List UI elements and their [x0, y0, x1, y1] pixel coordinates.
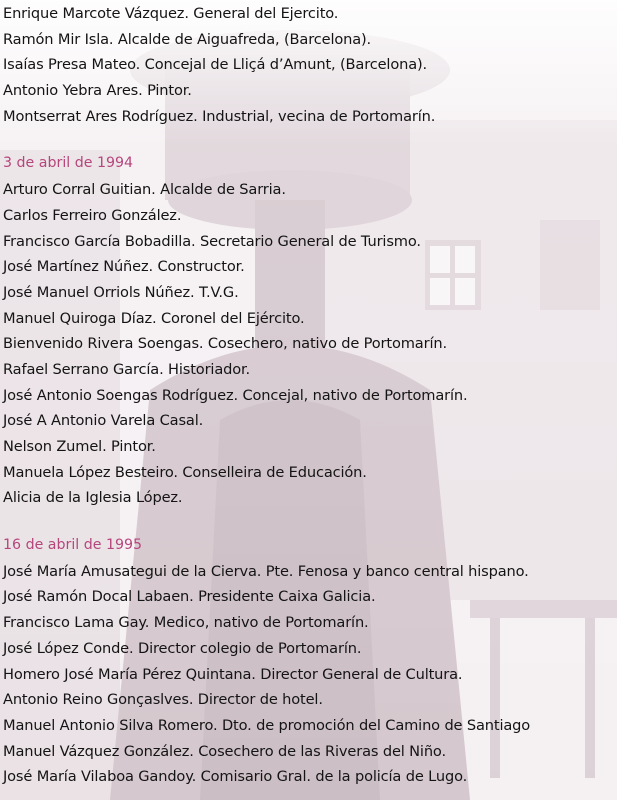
list-item: José María Vilaboa Gandoy. Comisario Gral. de la policía de Lugo.	[3, 768, 468, 786]
list-item: Bienvenido Rivera Soengas. Cosechero, nativo de Portomarín.	[3, 335, 447, 353]
list-item: José Ramón Docal Labaen. Presidente Caixa Galicia.	[3, 588, 376, 606]
list-item: Francisco Lama Gay. Medico, nativo de Portomarín.	[3, 614, 369, 632]
list-item: Antonio Reino Gonçaslves. Director de hotel.	[3, 691, 323, 709]
list-item: Nelson Zumel. Pintor.	[3, 438, 156, 455]
list-item: José Antonio Soengas Rodríguez. Concejal, nativo de Portomarín.	[3, 386, 468, 404]
list-item: Ramón Mir Isla. Alcalde de Aiguafreda, (Barcelona).	[3, 30, 372, 48]
honoree-list	[3, 1, 615, 790]
list-item: Manuel Vázquez González. Cosechero de las Riveras del Niño.	[3, 742, 446, 760]
list-item: Rafael Serrano García. Historiador.	[3, 360, 251, 378]
section-date-heading: 3 de abril de 1994	[3, 155, 134, 172]
list-item: Carlos Ferreiro González.	[3, 206, 182, 224]
list-item: Manuel Antonio Silva Romero. Dto. de promoción del Camino de Santiago	[3, 716, 531, 734]
list-item: Homero José María Pérez Quintana. Director General de Cultura.	[3, 665, 463, 683]
section-1	[3, 1, 615, 129]
list-item: Arturo Corral Guitian. Alcalde de Sarria.	[3, 181, 286, 199]
list-item: Manuela López Besteiro. Conselleira de Educación.	[3, 463, 367, 481]
list-item: José Manuel Orriols Núñez. T.V.G.	[3, 283, 239, 301]
list-item: Manuel Quiroga Díaz. Coronel del Ejército.	[3, 309, 305, 327]
list-item: Enrique Marcote Vázquez. General del Ejercito.	[3, 5, 339, 22]
list-item: José López Conde. Director colegio de Portomarín.	[3, 639, 362, 657]
section-2	[3, 151, 615, 511]
section-date-heading: 16 de abril de 1995	[3, 537, 143, 554]
list-item: José Martínez Núñez. Constructor.	[3, 258, 245, 276]
section-3	[3, 533, 615, 790]
spacer	[3, 511, 615, 533]
list-item: Francisco García Bobadilla. Secretario General de Turismo.	[3, 232, 421, 250]
list-item: José María Amusategui de la Cierva. Pte. Fenosa y banco central hispano.	[3, 562, 529, 580]
list-item: Alicia de la Iglesia López.	[3, 489, 183, 507]
list-item: Montserrat Ares Rodríguez. Industrial, vecina de Portomarín.	[3, 107, 436, 125]
spacer	[3, 129, 615, 151]
list-item: Antonio Yebra Ares. Pintor.	[3, 82, 192, 100]
list-item: José A Antonio Varela Casal.	[3, 412, 204, 430]
list-item: Isaías Presa Mateo. Concejal de Lliçá d’Amunt, (Barcelona).	[3, 56, 428, 74]
